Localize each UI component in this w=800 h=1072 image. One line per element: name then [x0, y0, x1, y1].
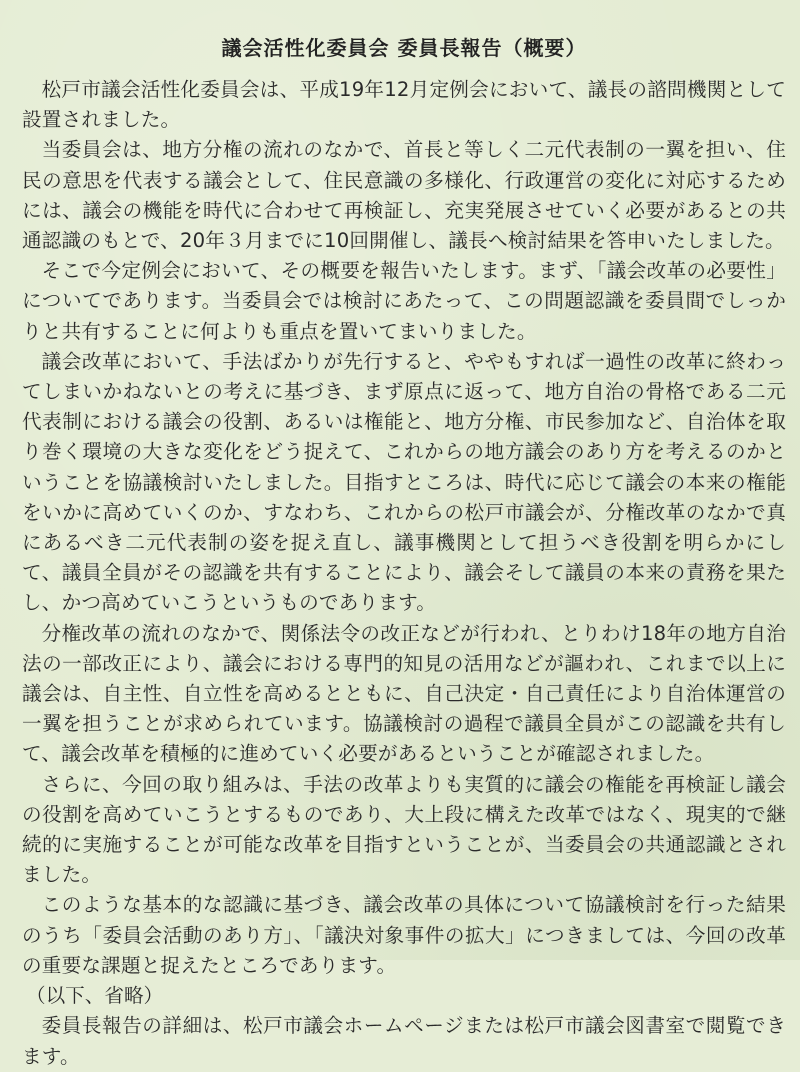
paragraph-7: このような基本的な認識に基づき、議会改革の具体について協議検討を行った結果のうち「委員会活動のあり方」、「議決対象事件の拡大」につきましては、今回の改革の重要な課題と捉えたところであります。	[22, 893, 786, 977]
omission-note: （以下、省略）	[26, 984, 164, 1008]
paragraph-2: 当委員会は、地方分権の流れのなかで、首長と等しく二元代表制の一翼を担い、住民の意思を代表する議会として、住民意識の多様化、行政運営の変化に対応するためには、議会の機能を時代に合わせて再検証し、充実発展させていく必要があるとの共通認識のもとで、20年３月までに10回開催し、議長へ検討結果を答申いたしました。	[22, 138, 786, 253]
closing-paragraph: 委員長報告の詳細は、松戸市議会ホームページまたは松戸市議会図書室で閲覧できます。	[22, 1014, 786, 1068]
paragraph-1: 松戸市議会活性化委員会は、平成19年12月定例会において、議長の諮問機関として設置されました。	[22, 78, 786, 132]
paragraph-4: 議会改革において、手法ばかりが先行すると、ややもすれば一過性の改革に終わってしまいかねないとの考えに基づき、まず原点に返って、地方自治の骨格である二元代表制における議会の役割、あるいは権能と、地方分権、市民参加など、自治体を取り巻く環境の大きな変化をどう捉えて、これからの地方議会のあり方を考えるのかということを協議検討いたしました。目指すところは、時代に応じて議会の本来の権能をいかに高めていくのか、すなわち、これからの松戸市議会が、分権改革のなかで真にあるべき二元代表制の姿を捉え直し、議事機関として担うべき役割を明らかにして、議員全員がその認識を共有することにより、議会そして議員の本来の責務を果たし、かつ高めていこうというものであります。	[22, 349, 786, 615]
paragraph-5: 分権改革の流れのなかで、関係法令の改正などが行われ、とりわけ18年の地方自治法の一部改正により、議会における専門的知見の活用などが謳われ、これまで以上に議会は、自主性、自立性を高めるとともに、自己決定・自己責任により自治体運営の一翼を担うことが求められています。協議検討の過程で議員全員がこの認識を共有して、議会改革を積極的に進めていく必要があるということが確認されました。	[22, 621, 786, 766]
paragraph-3: そこで今定例会において、その概要を報告いたします。まず、「議会改革の必要性」についてであります。当委員会では検討にあたって、この問題認識を委員間でしっかりと共有することに何よりも重点を置いてまいりました。	[22, 259, 786, 343]
report-title: 議会活性化委員会 委員長報告（概要）	[221, 36, 587, 60]
paragraph-6: さらに、今回の取り組みは、手法の改革よりも実質的に議会の権能を再検証し議会の役割を高めていこうとするものであり、大上段に構えた改革ではなく、現実的で継続的に実施することが可能な改革を目指すということが、当委員会の共通認識とされました。	[22, 772, 786, 887]
